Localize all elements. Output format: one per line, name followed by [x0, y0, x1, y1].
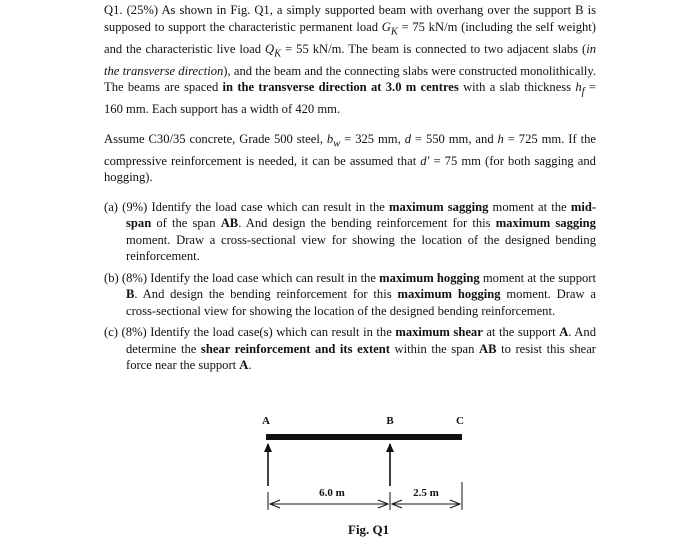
span-bc-label: 2.5 m — [413, 487, 439, 499]
intro-paragraph — [104, 2, 596, 118]
text: = 550 mm, and — [410, 131, 498, 146]
text: = 75 kN/m — [397, 19, 458, 34]
bold-text: shear reinforcement and its extent — [200, 341, 390, 356]
text: Assume C30/35 concrete, Grade 500 steel, — [104, 131, 327, 146]
subscript: w — [333, 138, 341, 150]
text: moment at the support — [479, 270, 596, 285]
bold-text: AB — [478, 341, 497, 356]
beam-figure — [240, 410, 500, 540]
bold-text: maximum shear — [395, 325, 483, 340]
italic-text: in the transverse direction — [104, 41, 597, 78]
text: Q — [265, 41, 275, 56]
bold-text: maximum sagging — [389, 199, 489, 214]
span-ab-label: 6.0 m — [319, 487, 345, 499]
symbol-qk — [265, 41, 282, 60]
symbol-d: d — [404, 131, 411, 146]
end-c-label: C — [456, 415, 464, 427]
text: (b) (8%) Identify the load case which can result in the — [104, 270, 380, 285]
text: h — [575, 80, 582, 95]
text: Q1. (25%) As shown in Fig. Q1, a simply supported beam with overhang over the support B is supposed to support the characteristic permanent load — [104, 3, 596, 34]
text: (a) (9%) Identify the load case which can result in the — [104, 199, 390, 214]
subscript: f — [581, 86, 585, 98]
text: = 75 mm (for both sagging and hogging). — [104, 153, 596, 185]
text: of the span — [151, 216, 221, 231]
text: b — [326, 131, 334, 146]
figure-caption: Fig. Q1 — [348, 522, 390, 537]
part-c — [104, 324, 596, 374]
subscript: K — [390, 26, 398, 38]
bold-text: mid-span — [126, 199, 597, 231]
text: moment. Draw a cross-sectional view for showing the location of the designed bending reinforcement. — [126, 232, 596, 264]
question-text — [104, 2, 596, 379]
text: (c) (8%) Identify the load case(s) which can result in the — [104, 325, 396, 340]
bold-text: maximum hogging — [397, 287, 501, 302]
text: ), and the beam and the connecting slabs were constructed monolithically. The beams are spaced — [104, 63, 596, 95]
part-b — [104, 270, 596, 320]
beam — [266, 434, 462, 440]
beam-diagram — [240, 410, 500, 530]
text: moment. Draw a cross-sectional view for showing the location of the designed bending reinforcement. — [126, 287, 596, 318]
text: to resist this shear force near the support — [126, 341, 596, 373]
symbol-d-prime: d′ — [420, 153, 430, 168]
text: = 325 mm, — [340, 131, 405, 146]
text: within the span — [389, 341, 479, 356]
symbol-hf — [575, 80, 585, 98]
support-a-label: A — [262, 415, 270, 427]
bold-text: AB — [220, 216, 239, 231]
text: = 160 mm. Each support has a width of 420 mm. — [104, 80, 596, 117]
support-b-arrowhead — [386, 443, 394, 452]
part-a — [104, 199, 597, 265]
assumptions-paragraph — [104, 131, 596, 186]
text: . And design the bending reinforcement for this — [238, 216, 496, 231]
bold-text: maximum hogging — [379, 270, 480, 285]
text: . — [248, 358, 252, 373]
subscript: K — [274, 48, 282, 60]
support-a-arrowhead — [264, 443, 272, 452]
text: G — [381, 19, 391, 34]
text: . And design the bending reinforcement for this — [134, 287, 398, 302]
text: . And determine the — [126, 325, 596, 356]
symbol-gk — [381, 19, 398, 38]
bold-text: B — [126, 287, 135, 302]
support-b-label: B — [386, 415, 394, 427]
text: at the support — [482, 325, 560, 340]
bold-text: A — [559, 325, 569, 340]
text: . The beam is connected to two adjacent slabs ( — [341, 41, 587, 56]
bold-text: in the transverse direction at 3.0 m centres — [222, 80, 459, 95]
symbol-h: h — [497, 131, 504, 146]
bold-text: maximum sagging — [495, 216, 596, 231]
bold-text: A — [239, 358, 249, 373]
text: (including the self weight) and the characteristic live load — [104, 19, 597, 56]
text: moment at the — [488, 199, 571, 214]
text: = 725 mm. If the compressive reinforcement is needed, it can be assumed that — [104, 131, 596, 168]
symbol-bw — [326, 131, 341, 150]
text: with a slab thickness — [458, 80, 576, 95]
text: = 55 kN/m — [281, 41, 342, 56]
